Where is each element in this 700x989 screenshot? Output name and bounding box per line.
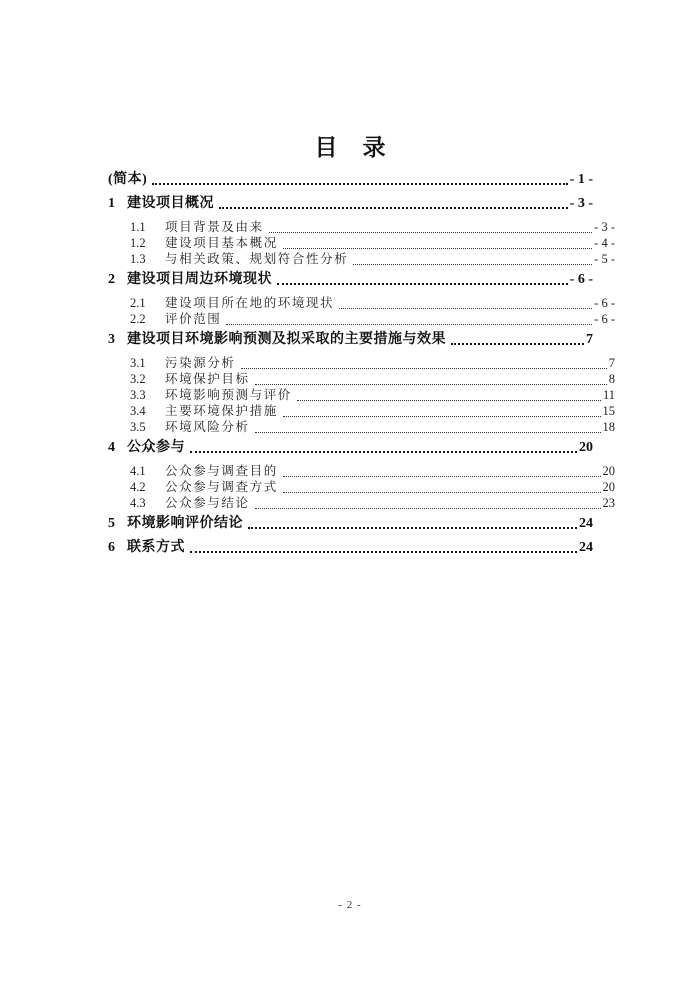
toc-entry-label: 建设项目所在地的环境现状: [165, 296, 335, 310]
toc-entry[interactable]: [108, 271, 593, 288]
toc-entry-label: 公众参与: [127, 440, 185, 455]
toc-entry[interactable]: [108, 387, 615, 403]
toc-entry-page: - 1 -: [569, 172, 593, 187]
toc-entry-number: 2.1: [130, 296, 146, 310]
toc-entry-label: 环境影响预测与评价: [165, 388, 292, 402]
toc-entry-page: - 3 -: [594, 220, 615, 234]
toc-entry-page: 24: [579, 516, 593, 531]
toc-entry-label: 主要环境保护措施: [165, 404, 278, 418]
toc-entry[interactable]: [108, 403, 615, 419]
dot-leader: [269, 232, 592, 233]
page-title: 目 录: [314, 135, 387, 160]
dot-leader: [255, 432, 601, 433]
dot-leader: [190, 451, 577, 453]
dot-leader: [248, 527, 577, 529]
toc-entry[interactable]: [108, 311, 615, 327]
dot-leader: [226, 324, 592, 325]
toc-entry-number: 3.2: [130, 372, 146, 386]
toc-entry-number: 3: [108, 332, 115, 347]
toc-entry-number: 6: [108, 540, 115, 555]
toc-entry-number: 5: [108, 516, 115, 531]
toc-entry[interactable]: [108, 419, 615, 435]
toc-entry[interactable]: [108, 195, 593, 212]
toc-entry[interactable]: [108, 515, 593, 532]
toc-entry-page: 8: [608, 372, 615, 386]
dot-leader: [353, 264, 592, 265]
toc-entry-number: 3.3: [130, 388, 146, 402]
toc-entry-number: 3.4: [130, 404, 146, 418]
toc-entry-page: - 6 -: [594, 296, 615, 310]
footer-page-number: - 2 -: [338, 899, 362, 911]
toc-entry-number: 1: [108, 196, 115, 211]
toc-entry-label: 建设项目环境影响预测及拟采取的主要措施与效果: [127, 332, 446, 347]
toc-entry[interactable]: [108, 235, 615, 251]
toc-entry[interactable]: [108, 371, 615, 387]
toc-entry[interactable]: [108, 355, 615, 371]
toc-entry-page: 7: [608, 356, 615, 370]
dot-leader: [297, 400, 601, 401]
dot-leader: [283, 492, 601, 493]
dot-leader: [283, 248, 592, 249]
dot-leader: [190, 551, 577, 553]
toc-entry-label: 与相关政策、规划符合性分析: [165, 252, 349, 266]
toc-entry-number: 4.1: [130, 464, 146, 478]
toc-entry-number: 4.3: [130, 496, 146, 510]
toc-entry-page: - 6 -: [569, 272, 593, 287]
toc-entry-label: 环境保护目标: [165, 372, 250, 386]
toc-entry[interactable]: [108, 295, 615, 311]
toc-entry-label: 环境影响评价结论: [127, 516, 243, 531]
toc-entry-number: 2.2: [130, 312, 146, 326]
toc-entry-page: - 5 -: [594, 252, 615, 266]
toc-entry-label: 公众参与调查方式: [165, 480, 278, 494]
toc-entry[interactable]: [108, 331, 593, 348]
toc-entry[interactable]: [108, 219, 615, 235]
toc-entry[interactable]: [108, 479, 615, 495]
toc-entry-label: 建设项目周边环境现状: [127, 272, 272, 287]
dot-leader: [277, 283, 568, 285]
toc-entry-page: 20: [602, 464, 615, 478]
toc-entry-number: 4.2: [130, 480, 146, 494]
toc-entry-page: 20: [602, 480, 615, 494]
toc-entry-label: 建设项目概况: [127, 196, 214, 211]
toc-entry[interactable]: [108, 439, 593, 456]
dot-leader: [451, 343, 584, 345]
toc-entry-label: 评价范围: [165, 312, 222, 326]
toc-entry-number: 2: [108, 272, 115, 287]
toc-entry-label: 项目背景及由来: [165, 220, 264, 234]
toc-entry[interactable]: [108, 539, 593, 556]
toc-entry-label: 建设项目基本概况: [165, 236, 278, 250]
toc-entry-label: 公众参与结论: [165, 496, 250, 510]
toc-entry-number: 3.5: [130, 420, 146, 434]
toc-entry-page: 20: [579, 440, 593, 455]
toc-entry-page: 7: [586, 332, 593, 347]
toc-entry[interactable]: [108, 495, 615, 511]
toc-entry-number: 1.2: [130, 236, 146, 250]
toc-entry-page: - 3 -: [569, 196, 593, 211]
toc-entry-label: 环境风险分析: [165, 420, 250, 434]
dot-leader: [255, 508, 601, 509]
toc-entry-page: - 6 -: [594, 312, 615, 326]
toc-entry-label: 联系方式: [127, 540, 185, 555]
dot-leader: [283, 416, 601, 417]
dot-leader: [283, 476, 601, 477]
toc-entry-label: 公众参与调查目的: [165, 464, 278, 478]
dot-leader: [152, 183, 567, 185]
dot-leader: [255, 384, 607, 385]
toc-entry-number: 1.3: [130, 252, 146, 266]
toc-entry-number: 4: [108, 440, 115, 455]
dot-leader: [241, 368, 607, 369]
toc-entry[interactable]: [108, 251, 615, 267]
toc-entry-page: - 4 -: [594, 236, 615, 250]
dot-leader: [219, 207, 568, 209]
toc-entry-label: (简本): [108, 172, 148, 187]
toc-entry-number: 1.1: [130, 220, 146, 234]
toc-entry[interactable]: [108, 171, 593, 188]
dot-leader: [339, 308, 592, 309]
table-of-contents: [108, 171, 615, 556]
toc-entry-page: 23: [602, 496, 615, 510]
toc-entry-page: 15: [602, 404, 615, 418]
toc-entry-page: 18: [602, 420, 615, 434]
toc-entry[interactable]: [108, 463, 615, 479]
toc-entry-label: 污染源分析: [165, 356, 236, 370]
toc-entry-page: 11: [602, 388, 615, 402]
toc-entry-number: 3.1: [130, 356, 146, 370]
toc-entry-page: 24: [579, 540, 593, 555]
